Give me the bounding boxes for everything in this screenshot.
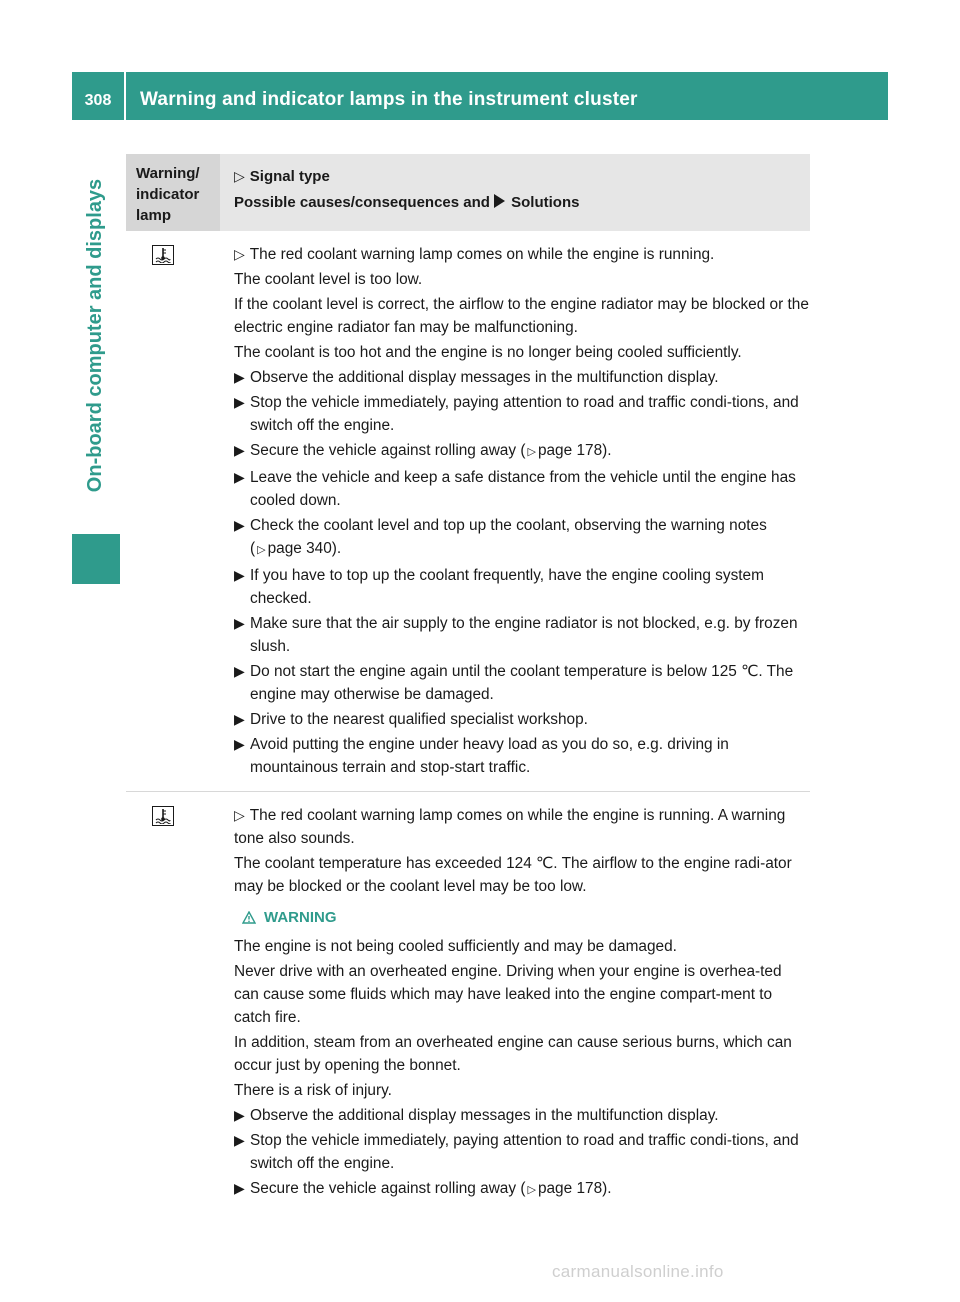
signal-text: The red coolant warning lamp comes on while the engine is running. A warning tone also sounds.: [234, 807, 786, 847]
signal-type-label: Signal type: [249, 168, 330, 185]
table-header: [126, 154, 810, 231]
column-header-lamp: Warning/ indicator lamp: [126, 154, 220, 231]
solution-step: ▶ Avoid putting the engine under heavy load as you do so, e.g. driving in mountainous terrain and stop-start traffic.: [234, 733, 810, 779]
content-cell: [220, 804, 810, 1204]
solution-step: ▶ Stop the vehicle immediately, paying attention to road and traffic condi-tions, and switch off the engine.: [234, 1129, 810, 1175]
cause-text: The coolant temperature has exceeded 124 ℃. The airflow to the engine radi-ator may be blocked or the coolant level may be too low.: [234, 855, 792, 895]
solution-step: ▶ Secure the vehicle against rolling away ( ▷ page 178).: [234, 439, 810, 464]
step-arrow-icon: ▶: [234, 711, 245, 727]
coolant-temperature-icon: [152, 806, 174, 826]
step-arrow-icon: ▶: [234, 369, 245, 385]
warning-label: WARNING: [264, 909, 337, 926]
signal-triangle-icon: ▷: [234, 168, 245, 184]
solution-step: ▶ Observe the additional display messages in the multifunction display.: [234, 366, 810, 389]
step-arrow-icon: ▶: [234, 517, 245, 533]
lamp-cell: [126, 804, 220, 1204]
solutions-triangle-icon: [494, 194, 505, 208]
warning-heading: [234, 906, 810, 929]
column-header-signal: [220, 154, 810, 231]
cause-text: If the coolant level is correct, the airflow to the engine radiator may be blocked or the electric engine radiator fan may be malfunctioning.: [234, 296, 809, 336]
solution-step: ▶ Check the coolant level and top up the coolant, observing the warning notes ( ▷ page 340).: [234, 514, 810, 562]
solution-step: ▶ If you have to top up the coolant frequently, have the engine cooling system checked.: [234, 564, 810, 610]
page-reference-icon: ▷: [527, 1184, 536, 1196]
step-arrow-icon: ▶: [234, 736, 245, 752]
step-arrow-icon: ▶: [234, 1132, 245, 1148]
solution-step: ▶ Secure the vehicle against rolling away ( ▷ page 178).: [234, 1177, 810, 1202]
table-row: [126, 231, 810, 792]
chapter-header: [72, 72, 888, 120]
page-reference-icon: ▷: [257, 544, 266, 556]
watermark: carmanualsonline.info: [552, 1262, 724, 1281]
warning-text: The engine is not being cooled sufficiently and may be damaged.: [234, 938, 677, 955]
page-reference[interactable]: page 178).: [537, 442, 612, 459]
content-cell: [220, 243, 810, 781]
warning-triangle-icon: [242, 911, 256, 924]
step-arrow-icon: ▶: [234, 663, 245, 679]
warning-text: There is a risk of injury.: [234, 1082, 392, 1099]
chapter-title: Warning and indicator lamps in the instrument cluster: [140, 89, 638, 110]
lamp-cell: [126, 243, 220, 781]
solutions-label: Solutions: [511, 194, 580, 211]
step-arrow-icon: ▶: [234, 442, 245, 458]
causes-label: Possible causes/consequences and: [234, 194, 490, 211]
step-arrow-icon: ▶: [234, 1107, 245, 1123]
side-tab-label: On-board computer and displays: [84, 178, 107, 492]
solution-step: ▶ Do not start the engine again until the coolant temperature is below 125 ℃. The engine may otherwise be damaged.: [234, 660, 810, 706]
cause-text: The coolant level is too low.: [234, 271, 423, 288]
warning-text: Never drive with an overheated engine. Driving when your engine is overhea-ted can cause some fluids which may have leaked into the engine compart-ment to catch fire.: [234, 963, 782, 1026]
step-arrow-icon: ▶: [234, 615, 245, 631]
step-arrow-icon: ▶: [234, 567, 245, 583]
table-row: [126, 792, 810, 1214]
step-arrow-icon: ▶: [234, 1180, 245, 1196]
solution-step: ▶ Stop the vehicle immediately, paying attention to road and traffic condi-tions, and switch off the engine.: [234, 391, 810, 437]
solution-step: ▶ Make sure that the air supply to the engine radiator is not blocked, e.g. by frozen slush.: [234, 612, 810, 658]
page-reference[interactable]: page 178).: [537, 1180, 612, 1197]
warning-text: In addition, steam from an overheated engine can cause serious burns, which can occur just by opening the bonnet.: [234, 1034, 792, 1074]
signal-text: The red coolant warning lamp comes on while the engine is running.: [249, 246, 715, 263]
signal-triangle-icon: ▷: [234, 246, 245, 262]
page-number: 308: [72, 72, 126, 120]
coolant-temperature-icon: [152, 245, 174, 265]
step-arrow-icon: ▶: [234, 394, 245, 410]
cause-text: The coolant is too hot and the engine is no longer being cooled sufficiently.: [234, 344, 742, 361]
page-reference-icon: ▷: [527, 446, 536, 458]
solution-step: ▶ Leave the vehicle and keep a safe distance from the vehicle until the engine has cooled down.: [234, 466, 810, 512]
solution-step: ▶ Drive to the nearest qualified specialist workshop.: [234, 708, 810, 731]
solution-step: ▶ Observe the additional display messages in the multifunction display.: [234, 1104, 810, 1127]
signal-triangle-icon: ▷: [234, 807, 245, 823]
warning-lamp-table: [126, 154, 810, 1214]
side-tab-marker: [72, 534, 120, 584]
side-tab: [72, 120, 120, 550]
page-reference[interactable]: page 340).: [267, 540, 342, 557]
step-arrow-icon: ▶: [234, 469, 245, 485]
